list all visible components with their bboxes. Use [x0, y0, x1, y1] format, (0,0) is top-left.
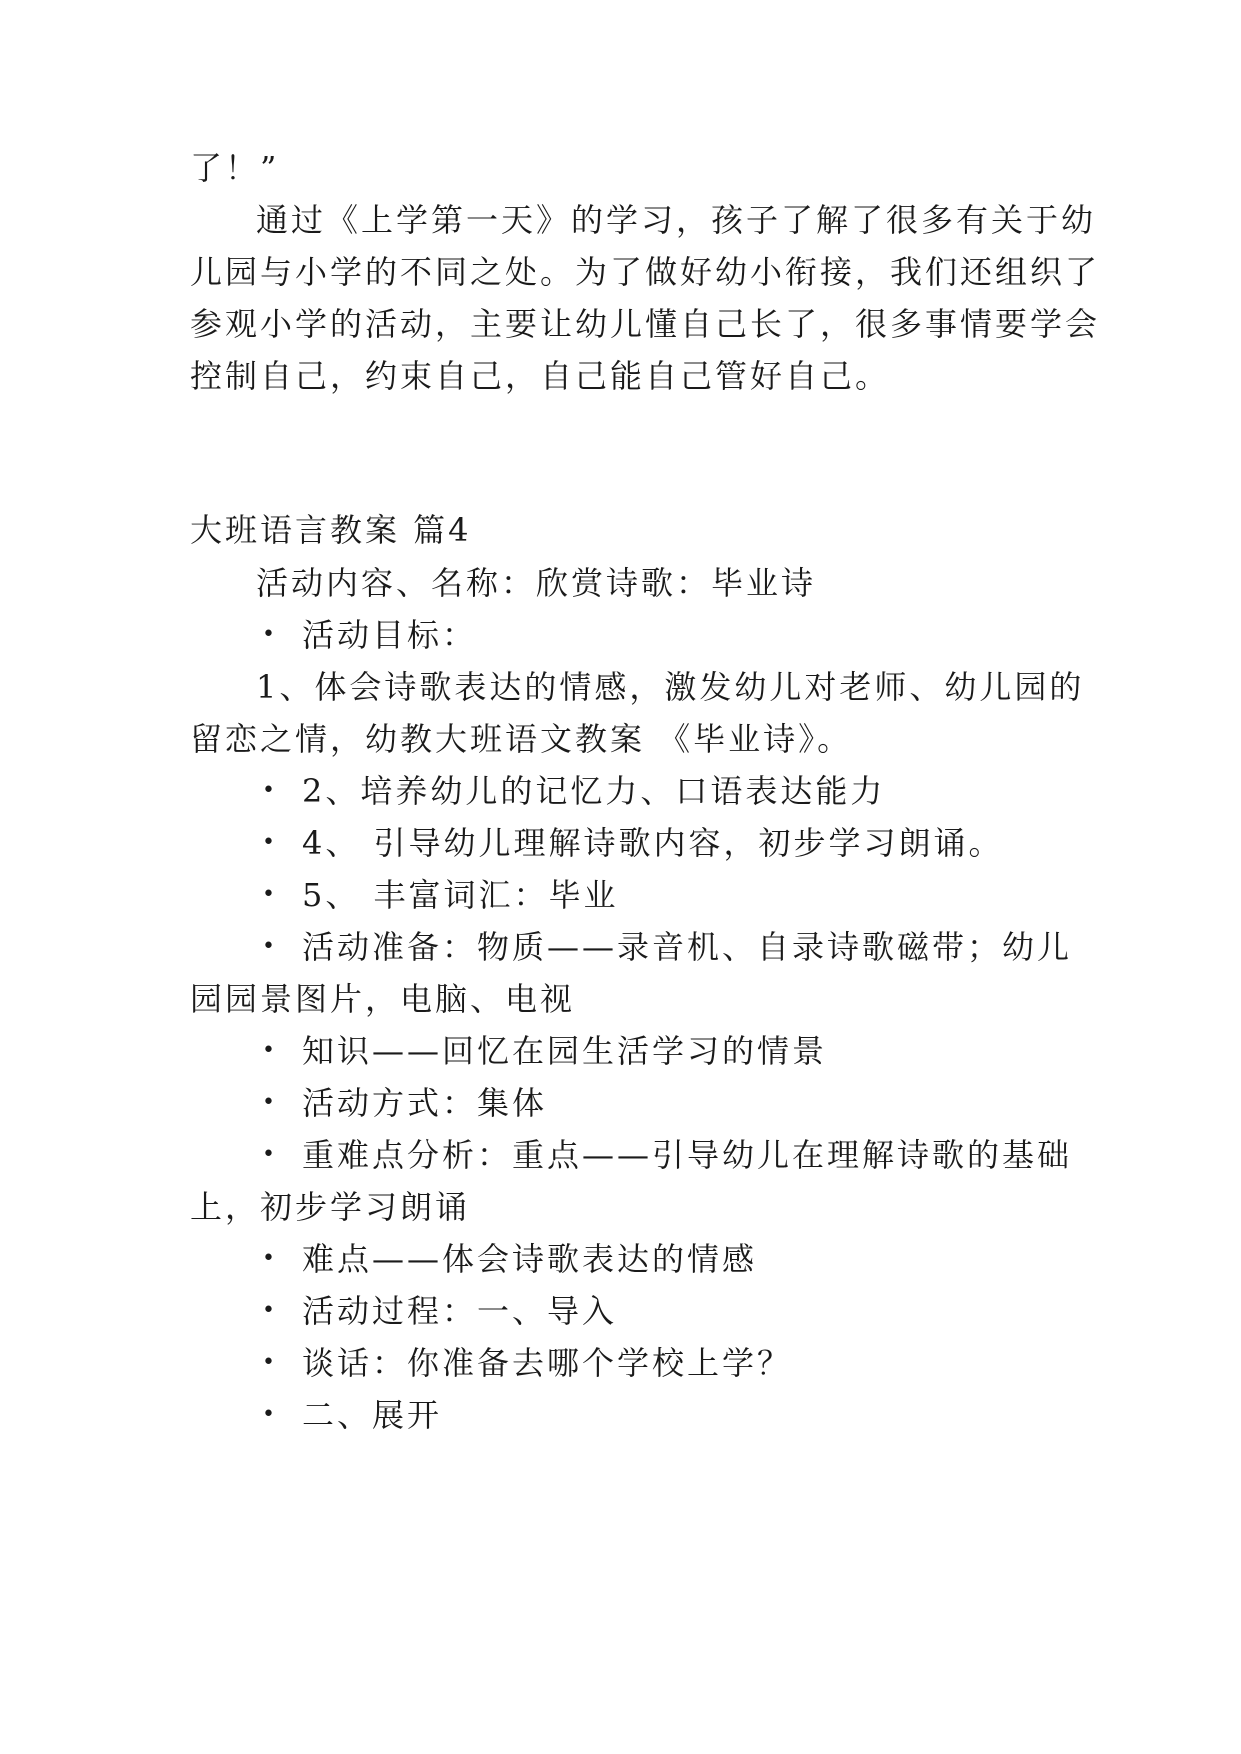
list-item-text: 活动目标：: [302, 616, 478, 654]
list-item-text: 活动过程：一、导入: [302, 1292, 618, 1330]
paragraph-line: 控制自己，约束自己，自己能自己管好自己。: [190, 357, 891, 395]
list-item-text: 活动方式：集体: [302, 1084, 548, 1122]
list-item-text: 重难点分析：重点——引导幼儿在理解诗歌的基础: [302, 1136, 1073, 1174]
bullet-icon: •: [262, 882, 278, 907]
bullet-icon: •: [262, 1402, 278, 1427]
paragraph-line: 留恋之情，幼教大班语文教案 《毕业诗》。: [190, 720, 853, 758]
section-title: 大班语言教案 篇4: [190, 511, 472, 549]
bullet-icon: •: [262, 622, 278, 647]
paragraph-line: 参观小学的活动，主要让幼儿懂自己长了，很多事情要学会: [190, 305, 1101, 343]
list-item-text: 谈话：你准备去哪个学校上学？: [302, 1344, 793, 1382]
list-item: [262, 615, 1050, 655]
list-item: [262, 771, 1050, 811]
bullet-icon: •: [262, 778, 278, 803]
bullet-icon: •: [262, 1090, 278, 1115]
list-item: [262, 875, 1050, 915]
paragraph-line: 通过《上学第一天》的学习，孩子了解了很多有关于幼: [256, 201, 1097, 239]
list-item-text: 活动准备：物质——录音机、自录诗歌磁带；幼儿: [302, 928, 1073, 966]
bullet-icon: •: [262, 830, 278, 855]
list-item: [262, 1135, 1073, 1175]
list-item-text: 2、培养幼儿的记忆力、口语表达能力: [302, 772, 886, 810]
list-item-text: 难点——体会诗歌表达的情感: [302, 1240, 758, 1278]
list-item: [262, 1239, 1050, 1279]
list-item: [262, 1083, 1050, 1123]
bullet-icon: •: [262, 934, 278, 959]
bullet-icon: •: [262, 1350, 278, 1375]
list-item: [262, 1343, 1050, 1383]
bullet-icon: •: [262, 1142, 278, 1167]
bullet-icon: •: [262, 1246, 278, 1271]
paragraph-line: 儿园与小学的不同之处。为了做好幼小衔接，我们还组织了: [190, 253, 1101, 291]
list-item-text: 5、 丰富词汇：毕业: [302, 876, 619, 914]
list-item: [262, 927, 1073, 967]
list-item-text: 知识——回忆在园生活学习的情景: [302, 1032, 828, 1070]
list-item: [262, 1395, 1050, 1435]
paragraph-line: 园园景图片，电脑、电视: [190, 980, 576, 1018]
paragraph-line: 1、体会诗歌表达的情感，激发幼儿对老师、幼儿园的: [256, 668, 1085, 706]
bullet-icon: •: [262, 1298, 278, 1323]
continuation-text: 了！”: [190, 149, 280, 187]
list-item: [262, 823, 1050, 863]
activity-name: 活动内容、名称：欣赏诗歌：毕业诗: [256, 564, 817, 602]
list-item-text: 4、 引导幼儿理解诗歌内容，初步学习朗诵。: [302, 824, 1004, 862]
list-item-text: 二、展开: [302, 1396, 443, 1434]
paragraph-line: 上，初步学习朗诵: [190, 1188, 471, 1226]
list-item: [262, 1031, 1050, 1071]
bullet-icon: •: [262, 1038, 278, 1063]
list-item: [262, 1291, 1050, 1331]
